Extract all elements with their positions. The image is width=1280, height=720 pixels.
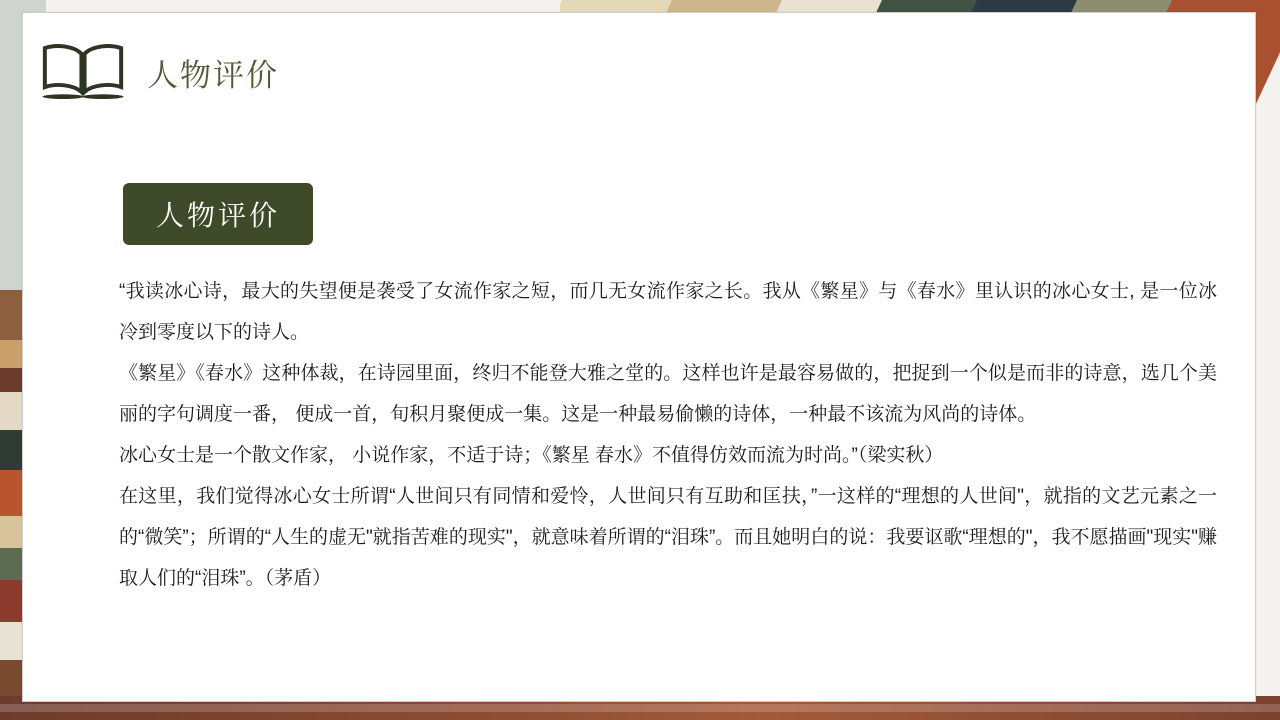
open-book-icon <box>35 41 131 103</box>
paragraph: “我读冰心诗，最大的失望便是袭受了女流作家之短，而几无女流作家之长。我从《繁星》与《春水》里认识的冰心女士, 是一位冰冷到零度以下的诗人。 <box>119 281 1217 343</box>
section-tag-label: 人物评价 <box>155 200 280 231</box>
paragraph: 冰心女士是一个散文作家， 小说作家，不适于诗；《繁星 春水》不值得仿效而流为时尚。”（梁实秋） <box>119 445 944 466</box>
bottom-decoration-highlight <box>0 704 1280 712</box>
paragraph: 《繁星》《春水》这种体裁，在诗园里面，终归不能登大雅之堂的。这样也许是最容易做的，把捉到一个似是而非的诗意，选几个美丽的字句调度一番， 便成一首，旬积月聚便成一集。这是一种最易偷懒的诗体，一种最不该流为风尚的诗体。 <box>119 363 1217 425</box>
content-card <box>22 12 1256 702</box>
slide-header <box>35 41 279 103</box>
section-tag <box>123 183 313 245</box>
page-title: 人物评价 <box>147 57 279 93</box>
评价-body <box>119 271 1217 599</box>
paragraph: 在这里，我们觉得冰心女士所谓“人世间只有同情和爱怜，人世间只有互助和匡扶，”一这样的“理想的人世间"，就指的文艺元素之一的“微笑”；所谓的“人生的虚无"就指苦难的现实"，就意味着所谓的“泪珠”。而且她明白的说：我要讴歌“理想的"，我不愿描画"现实"赚取人们的“泪珠”。（茅盾） <box>119 486 1217 589</box>
